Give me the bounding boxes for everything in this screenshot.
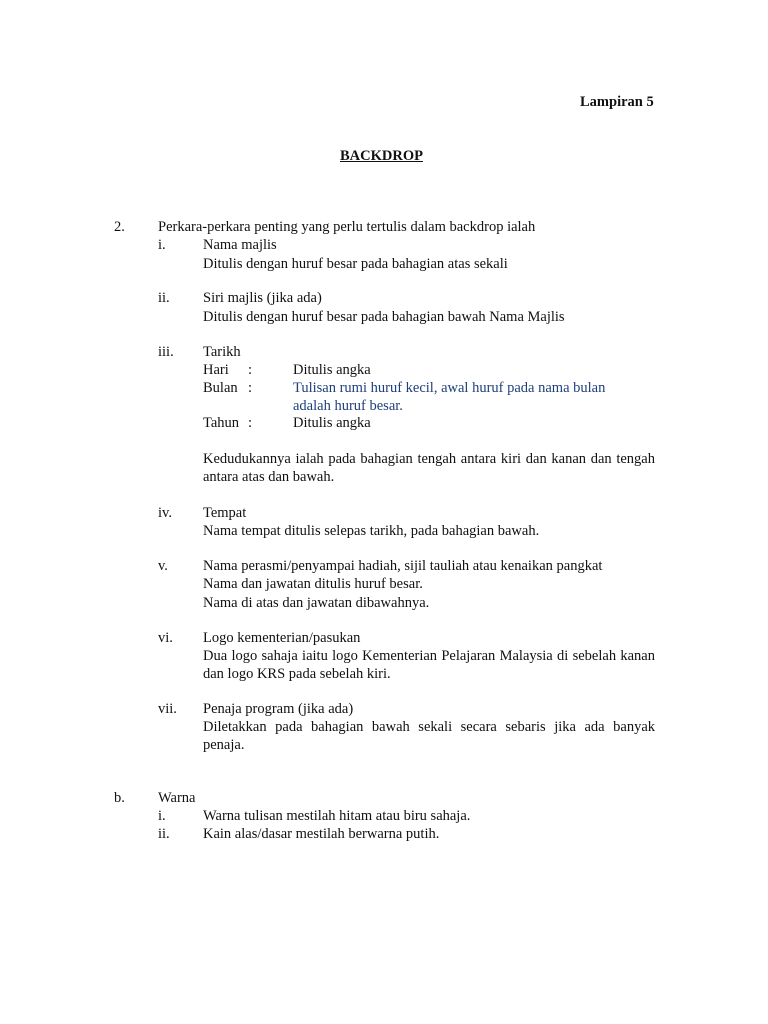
item-v-line-2: Nama di atas dan jawatan dibawahnya. bbox=[203, 595, 430, 611]
date-year-value: Ditulis angka bbox=[293, 415, 371, 431]
item-v-title: Nama perasmi/penyampai hadiah, sijil tauliah atau kenaikan pangkat bbox=[203, 558, 603, 574]
item-i-number: i. bbox=[158, 237, 166, 253]
date-year-label: Tahun bbox=[203, 415, 240, 431]
date-day-value: Ditulis angka bbox=[293, 362, 371, 378]
item-vi-number: vi. bbox=[158, 630, 173, 646]
item-i-line: Ditulis dengan huruf besar pada bahagian atas sekali bbox=[203, 256, 508, 272]
section-b-number: b. bbox=[114, 790, 125, 806]
date-month-colon: : bbox=[248, 380, 253, 396]
section-b-item-i-text: Warna tulisan mestilah hitam atau biru sahaja. bbox=[203, 808, 471, 824]
date-day-label: Hari bbox=[203, 362, 229, 378]
date-month-label: Bulan bbox=[203, 380, 238, 396]
date-year-colon: : bbox=[248, 415, 253, 431]
date-month-value: Tulisan rumi huruf kecil, awal huruf pada nama bulan bbox=[293, 380, 606, 396]
item-vi-title: Logo kementerian/pasukan bbox=[203, 630, 361, 646]
section-b-item-ii-number: ii. bbox=[158, 826, 170, 842]
item-ii-title: Siri majlis (jika ada) bbox=[203, 290, 322, 306]
section-2-number: 2. bbox=[114, 219, 125, 235]
item-i-title: Nama majlis bbox=[203, 237, 277, 253]
item-vii-number: vii. bbox=[158, 701, 177, 717]
date-month-value-cont: adalah huruf besar. bbox=[293, 398, 403, 414]
item-iii-paragraph: Kedudukannya ialah pada bahagian tengah antara kiri dan kanan dan tengah antara atas dan bawah. bbox=[203, 451, 655, 485]
item-iii-number: iii. bbox=[158, 344, 174, 360]
section-b-item-ii-text: Kain alas/dasar mestilah berwarna putih. bbox=[203, 826, 440, 842]
item-vi-paragraph: Dua logo sahaja iaitu logo Kementerian Pelajaran Malaysia di sebelah kanan dan logo KRS pada sebelah kiri. bbox=[203, 648, 655, 682]
item-vii-paragraph: Diletakkan pada bahagian bawah sekali secara sebaris jika ada banyak penaja. bbox=[203, 719, 655, 753]
section-2-intro: Perkara-perkara penting yang perlu tertulis dalam backdrop ialah bbox=[158, 219, 536, 235]
item-v-line-1: Nama dan jawatan ditulis huruf besar. bbox=[203, 576, 423, 592]
item-iv-line: Nama tempat ditulis selepas tarikh, pada bahagian bawah. bbox=[203, 523, 540, 539]
item-iii-title: Tarikh bbox=[203, 344, 241, 360]
item-ii-number: ii. bbox=[158, 290, 170, 306]
item-iv-number: iv. bbox=[158, 505, 172, 521]
item-ii-line: Ditulis dengan huruf besar pada bahagian bawah Nama Majlis bbox=[203, 309, 565, 325]
item-v-number: v. bbox=[158, 558, 168, 574]
item-iv-title: Tempat bbox=[203, 505, 247, 521]
section-b-title: Warna bbox=[158, 790, 196, 806]
date-day-colon: : bbox=[248, 362, 253, 378]
document-title: BACKDROP bbox=[340, 148, 423, 164]
section-b-item-i-number: i. bbox=[158, 808, 166, 824]
item-vii-title: Penaja program (jika ada) bbox=[203, 701, 354, 717]
annex-label: Lampiran 5 bbox=[580, 94, 654, 110]
